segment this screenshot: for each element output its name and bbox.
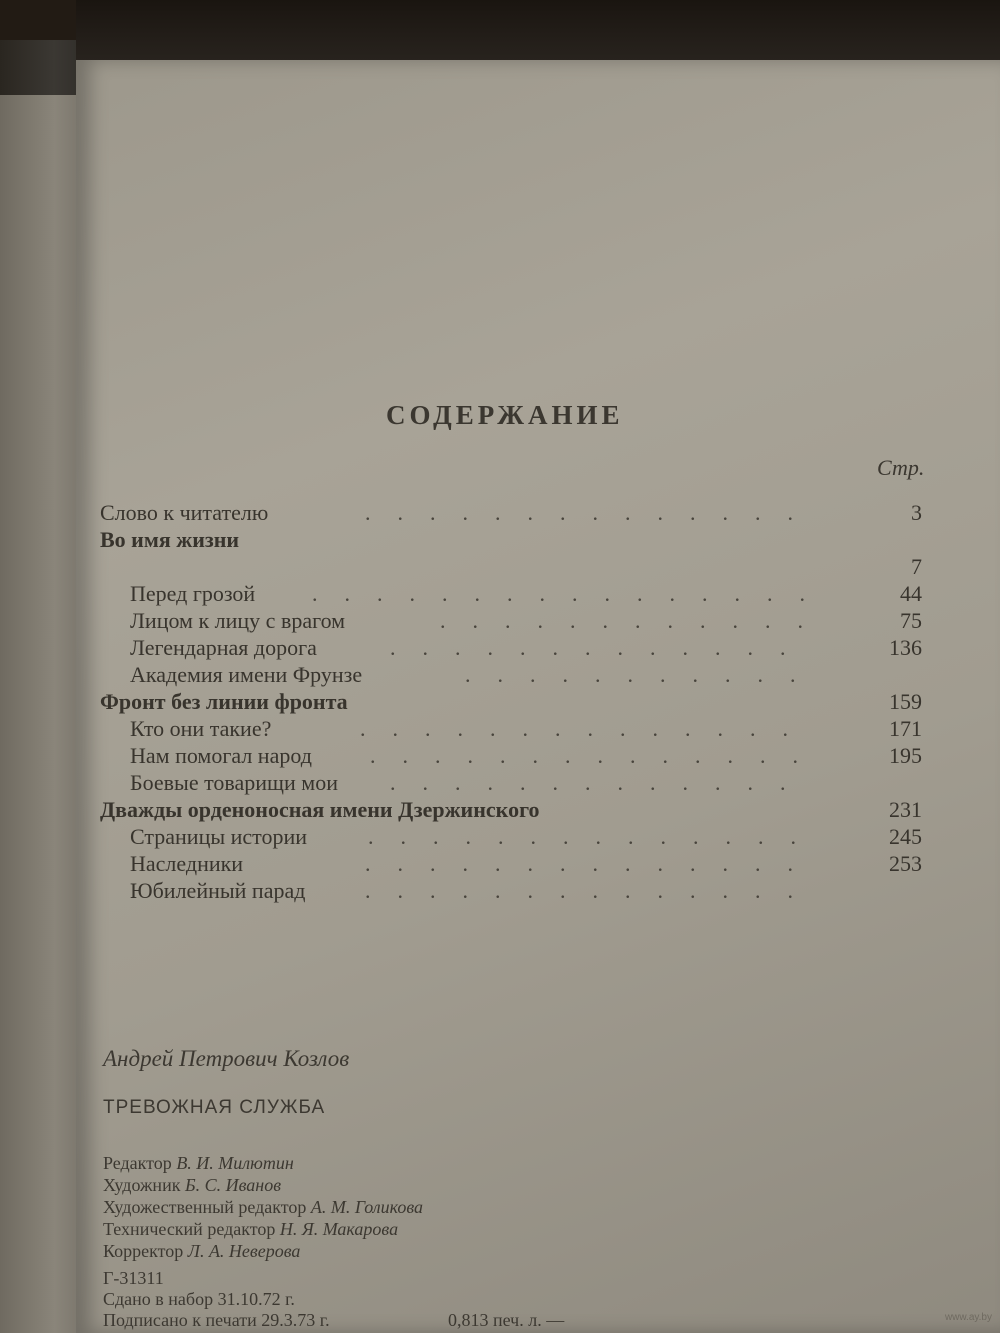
toc-leader-dots: ................	[312, 581, 832, 606]
toc-section-title: Дважды орденоносная имени Дзержинского	[100, 797, 540, 822]
imprint-signed: Подписано к печати 29.3.73 г.	[103, 1310, 330, 1330]
toc-page-number: 75	[900, 608, 922, 633]
credit-line: Корректор Л. А. Неверова	[103, 1241, 301, 1261]
toc-page-number: 195	[889, 743, 922, 768]
toc-entry	[100, 635, 930, 661]
toc-entry	[100, 527, 930, 553]
toc-page-number: 171	[889, 716, 922, 741]
imprint-code: Г-31311	[103, 1268, 164, 1288]
toc-entry	[100, 770, 930, 796]
toc-entry-title: Академия имени Фрунзе	[130, 662, 363, 687]
imprint	[103, 1268, 565, 1331]
author-name: Андрей Петрович Козлов	[103, 1046, 350, 1071]
toc-leader-dots: ............	[440, 608, 830, 633]
toc-entry	[100, 608, 930, 634]
page-column-label: Стр.	[877, 455, 925, 480]
book-title: ТРЕВОЖНАЯ СЛУЖБА	[103, 1097, 326, 1118]
toc-leader-dots: ..............	[365, 500, 820, 525]
toc-section-title: Фронт без линии фронта	[100, 689, 348, 714]
toc-entry	[100, 824, 930, 850]
toc-entry-title: Перед грозой	[130, 581, 256, 606]
credit-line: Художественный редактор А. М. Голикова	[103, 1197, 424, 1217]
toc-page-number: 7	[911, 554, 922, 579]
toc-entry-title: Лицом к лицу с врагом	[130, 608, 346, 633]
toc-page-number: 253	[889, 851, 922, 876]
imprint-typesetting: Сдано в набор 31.10.72 г.	[103, 1289, 295, 1309]
toc-entry	[100, 851, 930, 877]
toc-entry-title: Легендарная дорога	[130, 635, 317, 660]
toc-entry-title: Слово к читателю	[100, 500, 269, 525]
toc-entry	[100, 581, 930, 607]
left-page-edge	[0, 95, 78, 1333]
toc-entry-title: Нам помогал народ	[130, 743, 312, 768]
toc-page-number: 44	[900, 581, 922, 606]
toc-section-title: Во имя жизни	[100, 527, 240, 552]
toc-leader-dots: ..............	[365, 851, 820, 876]
toc-entry	[100, 743, 930, 769]
toc-entry-title: Страницы истории	[130, 824, 308, 849]
imprint-sheets: 0,813 печ. л. —	[448, 1310, 565, 1330]
toc-entry	[100, 689, 930, 715]
credit-line: Редактор В. И. Милютин	[103, 1153, 294, 1173]
toc-leader-dots: .............	[390, 770, 813, 795]
toc-entry-title: Юбилейный парад	[130, 878, 306, 903]
toc-entry-title: Кто они такие?	[130, 716, 272, 741]
toc-entry	[100, 878, 930, 904]
toc-leader-dots: ..............	[365, 878, 820, 903]
toc-entry-title: Наследники	[130, 851, 244, 876]
toc-entry	[100, 716, 930, 742]
toc-entry	[100, 662, 930, 688]
toc-entry	[100, 554, 930, 580]
toc-entry-title: Боевые товарищи мои	[130, 770, 338, 795]
toc-entry	[100, 797, 930, 823]
watermark: www.ay.by	[944, 1312, 992, 1323]
toc-page-number: 3	[911, 500, 922, 525]
toc-leader-dots: ..............	[370, 743, 825, 768]
toc-entry	[100, 500, 930, 526]
toc-leader-dots: ...........	[465, 662, 823, 687]
toc-page-number: 245	[889, 824, 922, 849]
toc-page-number: 136	[889, 635, 922, 660]
credit-line: Технический редактор Н. Я. Макарова	[103, 1219, 399, 1239]
toc-leader-dots: ..............	[368, 824, 823, 849]
credit-line: Художник Б. С. Иванов	[103, 1175, 282, 1195]
toc-page-number: 159	[889, 689, 922, 714]
toc-leader-dots: .............	[390, 635, 813, 660]
toc-leader-dots: ..............	[360, 716, 815, 741]
toc-heading: СОДЕРЖАНИЕ	[386, 400, 624, 430]
toc-page-number: 231	[889, 797, 922, 822]
credits	[103, 1152, 423, 1262]
